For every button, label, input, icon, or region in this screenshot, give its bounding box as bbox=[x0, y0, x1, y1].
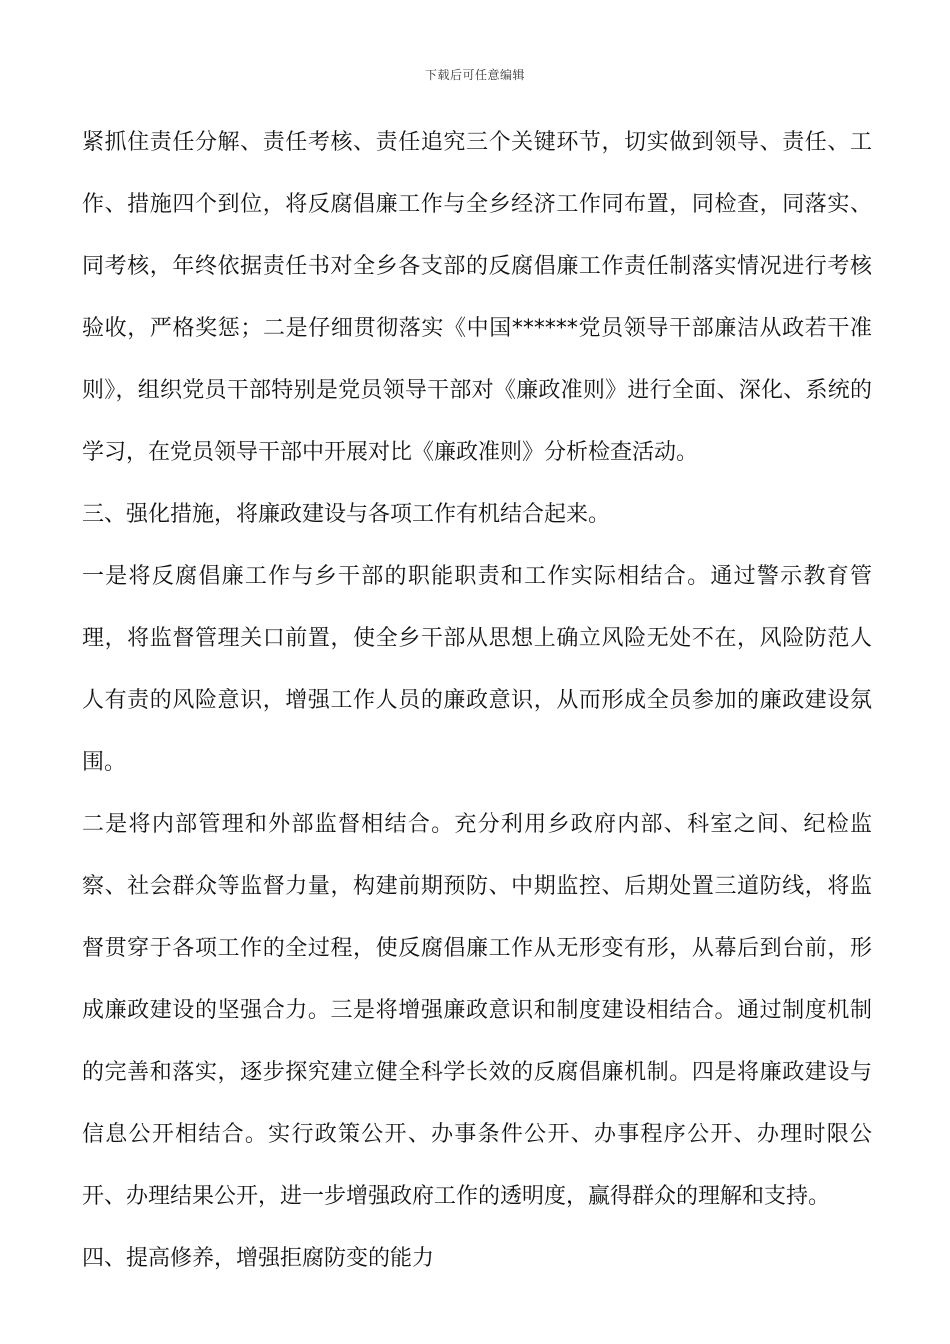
section-heading-three: 三、强化措施，将廉政建设与各项工作有机结合起来。 bbox=[82, 502, 611, 527]
download-edit-note: 下载后可任意编辑 bbox=[424, 68, 525, 82]
paragraph-responsibility-system: 紧抓住责任分解、责任考核、责任追究三个关键环节，切实做到领导、责任、工作、措施四个到位，将反腐倡廉工作与全乡经济工作同布置，同检查，同落实、同考核，年终依据责任书对全乡各支部的反腐倡廉工作责任制落实情况进行考核验收，严格奖惩；二是仔细贯彻落实《中国******党员领导干部廉洁从政若干准则》，组织党员干部特别是党员领导干部对《廉政准则》进行全面、深化、系统的学习，在党员领导干部中开展对比《廉政准则》分析检查活动。 bbox=[82, 130, 872, 465]
paragraph-second-to-fourth-measures: 二是将内部管理和外部监督相结合。充分利用乡政府内部、科室之间、纪检监察、社会群众等监督力量，构建前期预防、中期监控、后期处置三道防线，将监督贯穿于各项工作的全过程，使反腐倡廉工作从无形变有形，从幕后到台前，形成廉政建设的坚强合力。三是将增强廉政意识和制度建设相结合。通过制度机制的完善和落实，逐步探究建立健全科学长效的反腐倡廉机制。四是将廉政建设与信息公开相结合。实行政策公开、办事条件公开、办事程序公开、办理时限公开、办理结果公开，进一步增强政府工作的透明度，赢得群众的理解和支持。 bbox=[82, 812, 872, 1209]
document-body bbox=[82, 112, 872, 1290]
section-heading-four: 四、提高修养，增强拒腐防变的能力 bbox=[82, 1246, 435, 1271]
paragraph-first-measure: 一是将反腐倡廉工作与乡干部的职能职责和工作实际相结合。通过警示教育管理，将监督管理关口前置，使全乡干部从思想上确立风险无处不在，风险防范人人有责的风险意识，增强工作人员的廉政意识，从而形成全员参加的廉政建设氛围。 bbox=[82, 564, 872, 775]
